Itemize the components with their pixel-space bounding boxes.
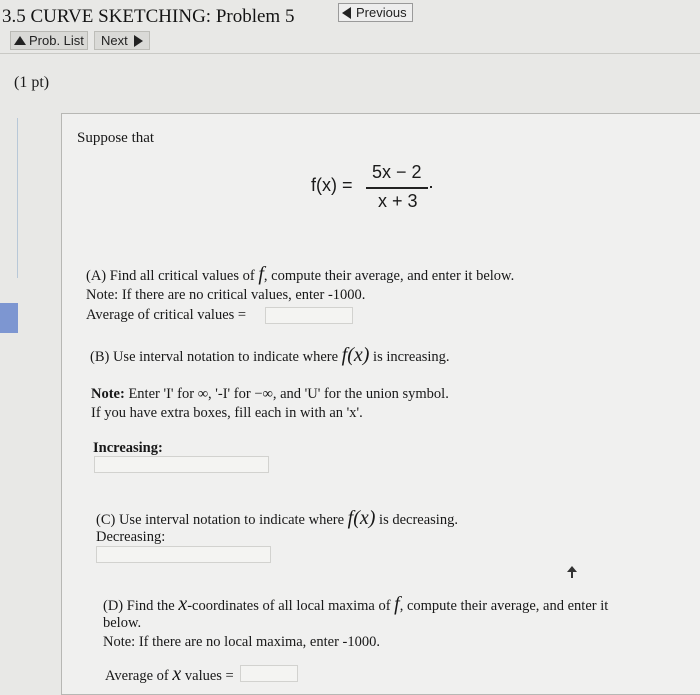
chevron-right-icon xyxy=(134,35,143,47)
mouse-cursor-icon xyxy=(567,566,577,578)
decreasing-label: Decreasing: xyxy=(96,529,166,545)
side-divider xyxy=(17,118,18,278)
next-button[interactable] xyxy=(94,31,150,50)
partD-note: Note: If there are no local maxima, enter -1000. xyxy=(103,634,380,650)
partD-line1: (D) Find the x-coordinates of all local maxima of f, compute their average, and enter it xyxy=(103,593,609,615)
header-divider xyxy=(0,53,700,54)
previous-label: Previous xyxy=(356,5,407,20)
increasing-input[interactable] xyxy=(94,456,269,473)
partB-extra-boxes: If you have extra boxes, fill each in with an 'x'. xyxy=(91,405,363,421)
partA-note: Note: If there are no critical values, enter -1000. xyxy=(86,287,366,303)
partC-line1: (C) Use interval notation to indicate where f(x) is decreasing. xyxy=(96,507,458,529)
chevron-left-icon xyxy=(342,7,351,19)
page-title: 3.5 CURVE SKETCHING: Problem 5 xyxy=(2,6,295,27)
maxima-average-input[interactable] xyxy=(240,665,298,682)
prob-list-label: Prob. List xyxy=(29,33,84,48)
partA-average-label: Average of critical values = xyxy=(86,307,247,323)
fraction-denominator: x + 3 xyxy=(378,191,418,211)
fraction-numerator: 5x − 2 xyxy=(372,162,422,182)
intro-text: Suppose that xyxy=(77,130,155,146)
prob-list-button[interactable] xyxy=(10,31,88,50)
partB-note: Note: Enter 'I' for ∞, '-I' for −∞, and 'U' for the union symbol. xyxy=(91,386,449,402)
increasing-label: Increasing: xyxy=(93,440,163,456)
arrow-up-icon xyxy=(14,36,26,45)
partA-line1: (A) Find all critical values of f, compute their average, and enter it below. xyxy=(86,263,515,285)
equation-period xyxy=(430,186,432,188)
previous-button[interactable] xyxy=(338,3,413,22)
next-label: Next xyxy=(101,33,128,48)
partD-line2: below. xyxy=(103,615,142,631)
partB-line1: (B) Use interval notation to indicate where f(x) is increasing. xyxy=(90,344,450,366)
side-scroll-marker[interactable] xyxy=(0,303,18,333)
equation-lhs: f(x) = xyxy=(311,175,353,195)
fraction-bar xyxy=(366,187,428,189)
critical-average-input[interactable] xyxy=(265,307,353,324)
points-label: (1 pt) xyxy=(14,74,50,91)
partD-average-label: Average of x values = xyxy=(105,663,234,685)
decreasing-input[interactable] xyxy=(96,546,271,563)
